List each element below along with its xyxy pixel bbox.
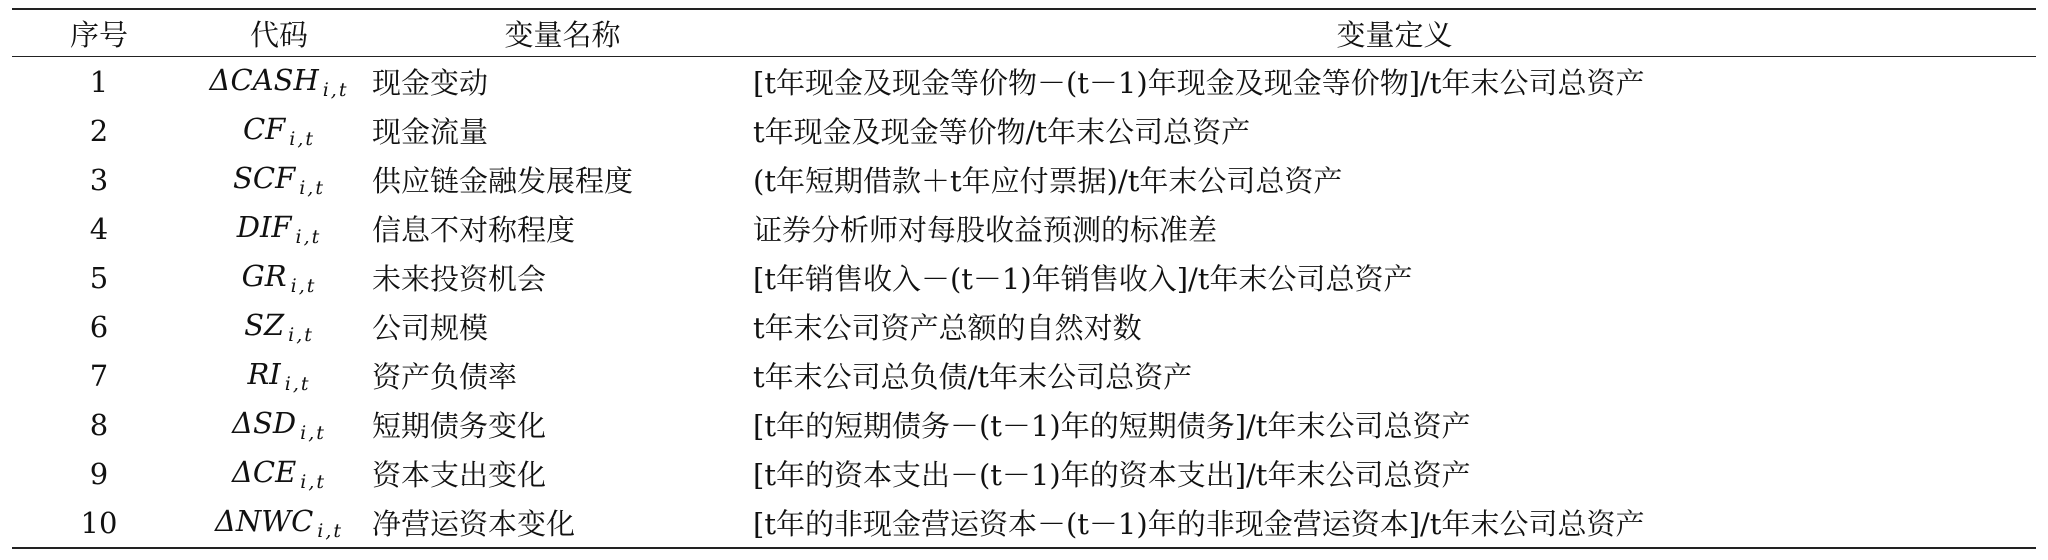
code-subscript: i,t xyxy=(288,323,314,346)
variable-definition-table xyxy=(12,8,2036,549)
row-variable-definition: [t年的短期债务－(t－1)年的短期债务]/t年末公司总资产 xyxy=(753,409,1471,443)
code-subscript: i,t xyxy=(300,421,326,444)
variable-definition-table-container xyxy=(12,8,2036,549)
code-symbol: CF xyxy=(242,111,286,146)
code-symbol: DIF xyxy=(236,209,292,244)
table-row xyxy=(12,57,2036,107)
code-symbol: RI xyxy=(247,356,281,391)
table-body xyxy=(12,57,2036,549)
table-row xyxy=(12,449,2036,498)
code-subscript: i,t xyxy=(300,470,327,493)
row-variable-name: 供应链金融发展程度 xyxy=(372,164,634,198)
row-number: 1 xyxy=(89,64,109,99)
table-row xyxy=(12,204,2036,253)
header-serial-number: 序号 xyxy=(69,17,128,52)
row-variable-definition: [t年的非现金营运资本－(t－1)年的非现金营运资本]/t年末公司总资产 xyxy=(753,507,1645,541)
row-number: 6 xyxy=(89,309,109,344)
row-number: 10 xyxy=(80,505,118,540)
row-code xyxy=(186,253,372,302)
row-code xyxy=(186,351,372,400)
row-variable-name: 净营运资本变化 xyxy=(372,507,576,541)
row-code xyxy=(186,449,372,498)
table-row xyxy=(12,302,2036,351)
header-variable-name: 变量名称 xyxy=(504,17,621,52)
row-variable-definition: [t年销售收入－(t－1)年销售收入]/t年末公司总资产 xyxy=(753,262,1413,296)
row-code xyxy=(186,106,372,155)
row-code xyxy=(186,400,372,449)
code-symbol: ΔCE xyxy=(231,454,297,489)
code-symbol: SZ xyxy=(244,307,285,342)
table-header-row xyxy=(12,9,2036,57)
table-row xyxy=(12,498,2036,548)
code-symbol: SCF xyxy=(233,160,296,195)
header-code: 代码 xyxy=(249,17,308,52)
row-number: 9 xyxy=(89,456,109,491)
row-variable-definition: t年现金及现金等价物/t年末公司总资产 xyxy=(753,115,1251,149)
row-code xyxy=(186,57,372,107)
code-subscript: i,t xyxy=(322,78,349,101)
row-variable-name: 现金流量 xyxy=(372,115,489,149)
code-subscript: i,t xyxy=(295,225,322,248)
table-row xyxy=(12,351,2036,400)
code-symbol: ΔSD xyxy=(232,405,297,440)
code-symbol: ΔNWC xyxy=(214,503,314,538)
row-variable-name: 未来投资机会 xyxy=(372,262,547,296)
table-row xyxy=(12,106,2036,155)
row-variable-name: 资本支出变化 xyxy=(372,458,547,492)
code-subscript: i,t xyxy=(299,176,325,199)
row-code xyxy=(186,302,372,351)
row-variable-definition: [t年的资本支出－(t－1)年的资本支出]/t年末公司总资产 xyxy=(753,458,1471,492)
header-variable-definition: 变量定义 xyxy=(1336,17,1453,52)
table-row xyxy=(12,253,2036,302)
row-number: 3 xyxy=(89,162,109,197)
row-code xyxy=(186,204,372,253)
row-number: 2 xyxy=(89,113,109,148)
row-variable-name: 短期债务变化 xyxy=(372,409,547,443)
code-subscript: i,t xyxy=(284,372,311,395)
row-variable-name: 公司规模 xyxy=(372,311,489,345)
row-variable-name: 现金变动 xyxy=(372,66,489,100)
code-symbol: GR xyxy=(241,258,287,293)
row-number: 7 xyxy=(89,358,109,393)
table-row xyxy=(12,400,2036,449)
code-subscript: i,t xyxy=(317,519,344,542)
row-variable-definition: t年末公司资产总额的自然对数 xyxy=(753,311,1142,345)
row-number: 4 xyxy=(89,211,109,246)
code-subscript: i,t xyxy=(289,127,316,150)
row-variable-definition: (t年短期借款＋t年应付票据)/t年末公司总资产 xyxy=(753,164,1343,198)
row-variable-definition: t年末公司总负债/t年末公司总资产 xyxy=(753,360,1193,394)
code-subscript: i,t xyxy=(290,274,317,297)
table-row xyxy=(12,155,2036,204)
row-variable-definition: 证券分析师对每股收益预测的标准差 xyxy=(753,213,1218,247)
row-code xyxy=(186,498,372,548)
code-symbol: ΔCASH xyxy=(209,62,319,97)
row-variable-name: 资产负债率 xyxy=(372,360,518,394)
row-code xyxy=(186,155,372,204)
row-number: 5 xyxy=(89,260,109,295)
row-variable-definition: [t年现金及现金等价物－(t－1)年现金及现金等价物]/t年末公司总资产 xyxy=(753,66,1645,100)
row-number: 8 xyxy=(89,407,109,442)
row-variable-name: 信息不对称程度 xyxy=(372,213,576,247)
